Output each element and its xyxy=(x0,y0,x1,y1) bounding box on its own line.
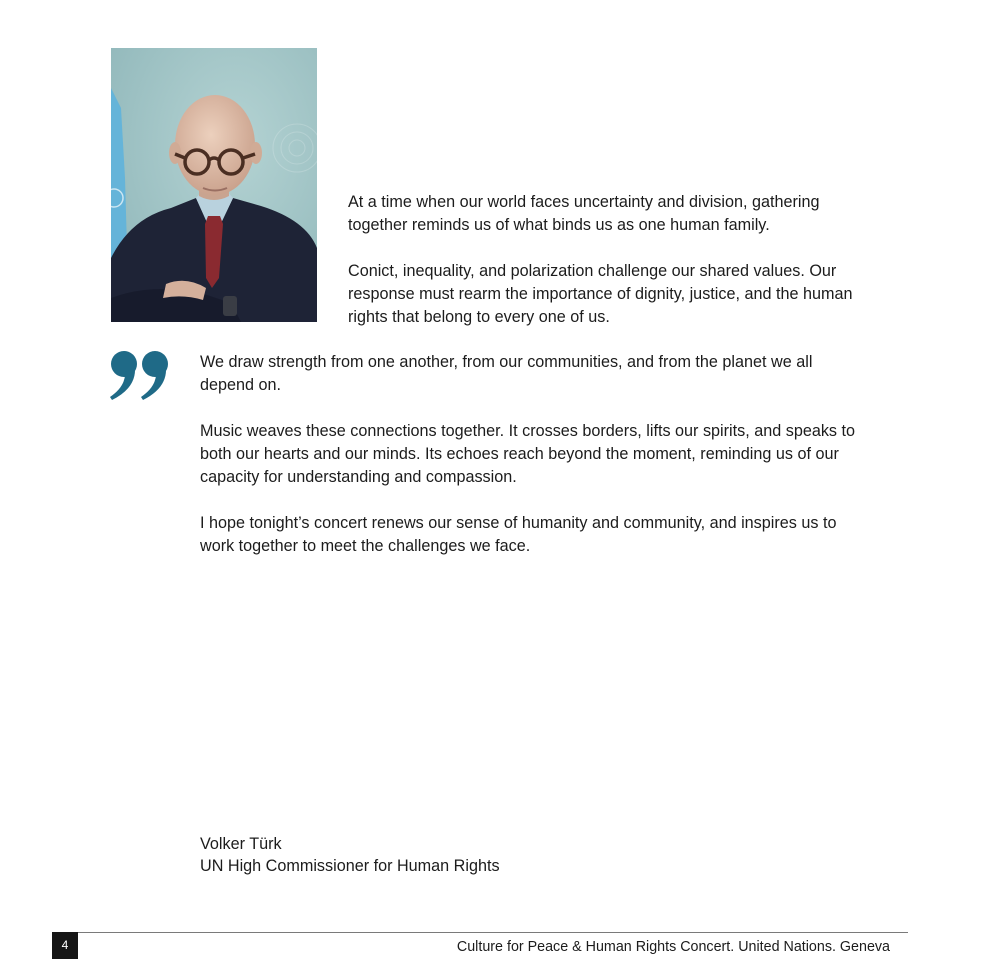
intro-paragraph: At a time when our world faces uncertainty and division, gathering together reminds us of what binds us as one human family. xyxy=(348,193,820,234)
signatory-name: Volker Türk xyxy=(200,835,282,853)
footer-caption: Culture for Peace & Human Rights Concert. United Nations. Geneva xyxy=(456,939,890,955)
signature-block xyxy=(200,833,500,877)
signatory-title: UN High Commissioner for Human Rights xyxy=(200,857,500,875)
portrait-photo xyxy=(111,48,317,322)
message-paragraph: Music weaves these connections together. It crosses borders, lifts our spirits, and speaks to both our hearts and our minds. Its echoes reach beyond the moment, reminding us of our capacity for understanding and compassion. xyxy=(200,422,856,486)
message-paragraph: I hope tonight’s concert renews our sense of humanity and community, and inspires us to work together to meet the challenges we face. xyxy=(200,514,837,555)
right-ear xyxy=(250,142,262,164)
intro-text xyxy=(348,191,868,329)
closing-quote-icon xyxy=(108,348,174,404)
portrait-illustration xyxy=(111,48,317,322)
intro-paragraph: Conict, inequality, and polarization challenge our shared values. Our response must rearm the importance of dignity, justice, and the human rights that belong to every one of us. xyxy=(348,262,853,326)
message-body xyxy=(200,351,870,558)
message-paragraph: We draw strength from one another, from our communities, and from the planet we all depend on. xyxy=(200,353,813,394)
footer-divider xyxy=(78,932,908,933)
left-ear xyxy=(169,142,181,164)
head xyxy=(175,95,255,195)
page-number: 4 xyxy=(52,932,78,959)
wristwatch xyxy=(223,296,237,316)
